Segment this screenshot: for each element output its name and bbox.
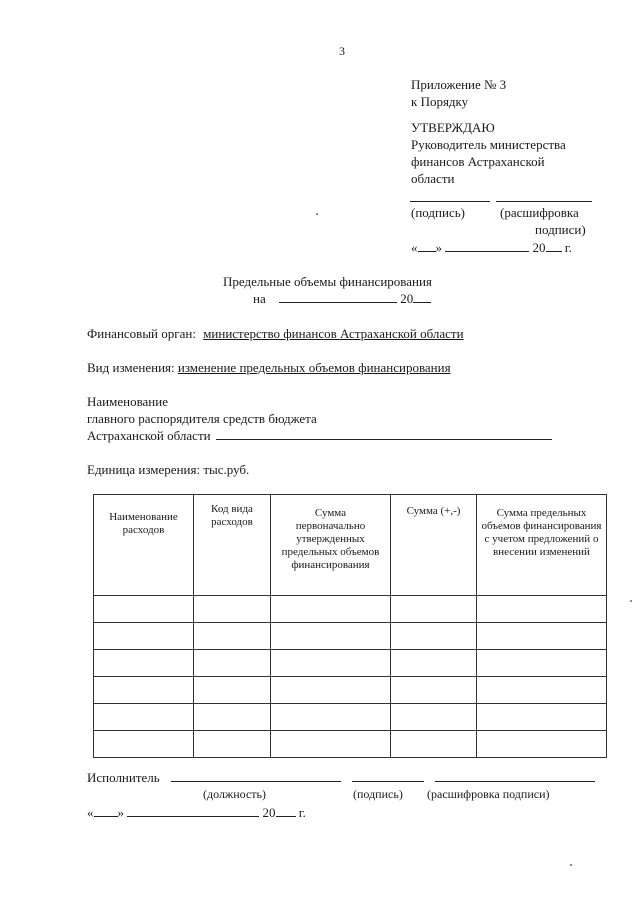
table-cell — [391, 677, 477, 704]
scan-speck — [630, 600, 632, 602]
finance-body-label: Финансовый орган: — [87, 326, 196, 341]
header-expense-code: Код вида расходов — [194, 495, 271, 596]
table-cell — [271, 731, 391, 758]
table-cell — [194, 650, 271, 677]
executor-decoding-blank — [435, 769, 595, 782]
header-initial-sum: Сумма первоначально утвержденных предельных объемов финансирования — [271, 495, 391, 596]
date-close-quote: » — [435, 240, 442, 255]
finance-body-value: министерство финансов Астраханской области — [203, 326, 464, 341]
finance-body-field — [87, 325, 464, 342]
decoding-label-line-1: (расшифровка — [500, 205, 579, 220]
title-year-blank — [413, 290, 431, 303]
scan-speck — [570, 864, 572, 866]
document-title: Предельные объемы финансирования — [223, 274, 432, 289]
table-cell — [94, 650, 194, 677]
table-cell — [477, 596, 607, 623]
table-cell — [391, 704, 477, 731]
executor-date-open-quote: « — [87, 805, 94, 820]
table-cell — [271, 677, 391, 704]
title-on-label: на — [253, 291, 266, 306]
change-type-value: изменение предельных объемов финансирования — [177, 360, 451, 375]
change-type-field — [87, 359, 451, 376]
date-year-suffix: г. — [564, 240, 572, 255]
name-label-line-3-row — [87, 427, 552, 444]
table-cell — [94, 731, 194, 758]
name-label-line-3: Астраханской области — [87, 428, 211, 443]
header-expense-name: Наименование расходов — [94, 495, 194, 596]
title-year-prefix: 20 — [400, 291, 414, 306]
table-cell — [477, 731, 607, 758]
decoding-line — [496, 201, 592, 202]
table-cell — [271, 596, 391, 623]
unit-label: Единица измерения: тыс.руб. — [87, 462, 250, 477]
executor-signature-label: (подпись) — [353, 787, 403, 801]
executor-decoding-label: (расшифровка подписи) — [427, 787, 550, 801]
executor-date-close-quote: » — [117, 805, 124, 820]
table-cell — [477, 650, 607, 677]
table-cell — [94, 704, 194, 731]
approval-position-line-3: области — [411, 171, 455, 186]
date-day-blank — [418, 239, 436, 252]
title-date-line — [253, 290, 431, 307]
name-label-line-1: Наименование — [87, 394, 168, 409]
name-label-line-2: главного распорядителя средств бюджета — [87, 411, 317, 426]
executor-date — [87, 804, 306, 821]
executor-row — [87, 769, 595, 786]
table-cell — [271, 704, 391, 731]
page-number: 3 — [339, 44, 345, 58]
approval-position-line-1: Руководитель министерства — [411, 137, 566, 152]
table-cell — [391, 623, 477, 650]
executor-month-blank — [127, 804, 259, 817]
table-cell — [194, 704, 271, 731]
date-year-prefix: 20 — [532, 240, 546, 255]
table-cell — [477, 677, 607, 704]
signature-label: (подпись) — [411, 205, 465, 220]
table-cell — [271, 650, 391, 677]
executor-year-prefix: 20 — [262, 805, 276, 820]
table-row — [94, 650, 607, 677]
approval-position-line-2: финансов Астраханской — [411, 154, 545, 169]
table-row — [94, 623, 607, 650]
table-cell — [271, 623, 391, 650]
table-row — [94, 677, 607, 704]
financing-table — [93, 494, 607, 758]
table-cell — [94, 623, 194, 650]
approval-heading: УТВЕРЖДАЮ — [411, 120, 495, 135]
appendix-line-1: Приложение № 3 — [411, 77, 507, 92]
executor-day-blank — [94, 804, 118, 817]
table-cell — [194, 677, 271, 704]
signature-line — [410, 201, 490, 202]
executor-year-blank — [276, 804, 296, 817]
date-year-blank — [546, 239, 562, 252]
table-cell — [94, 596, 194, 623]
executor-position-label: (должность) — [203, 787, 266, 801]
table-cell — [94, 677, 194, 704]
table-cell — [391, 596, 477, 623]
table-cell — [194, 623, 271, 650]
executor-signature-blank — [352, 769, 424, 782]
date-month-blank — [445, 239, 529, 252]
table-cell — [194, 731, 271, 758]
table-row — [94, 596, 607, 623]
header-final-sum: Сумма предельных объемов финансирования с учетом предложений о внесении изменений — [477, 495, 607, 596]
table-cell — [194, 596, 271, 623]
executor-label: Исполнитель — [87, 770, 160, 785]
executor-position-blank — [171, 769, 341, 782]
name-value-blank — [216, 427, 552, 440]
table-header-row — [94, 495, 607, 596]
table-cell — [477, 704, 607, 731]
appendix-line-2: к Порядку — [411, 94, 469, 109]
table-cell — [477, 623, 607, 650]
table-cell — [391, 650, 477, 677]
title-date-blank — [279, 290, 397, 303]
date-open-quote: « — [411, 240, 418, 255]
approval-date — [411, 239, 572, 256]
header-change-sum: Сумма (+,-) — [391, 495, 477, 596]
change-type-label: Вид изменения: — [87, 360, 175, 375]
table-row — [94, 704, 607, 731]
scan-speck — [316, 213, 318, 215]
table-row — [94, 731, 607, 758]
decoding-label-line-2: подписи) — [535, 222, 586, 237]
table-cell — [391, 731, 477, 758]
executor-year-suffix: г. — [298, 805, 306, 820]
